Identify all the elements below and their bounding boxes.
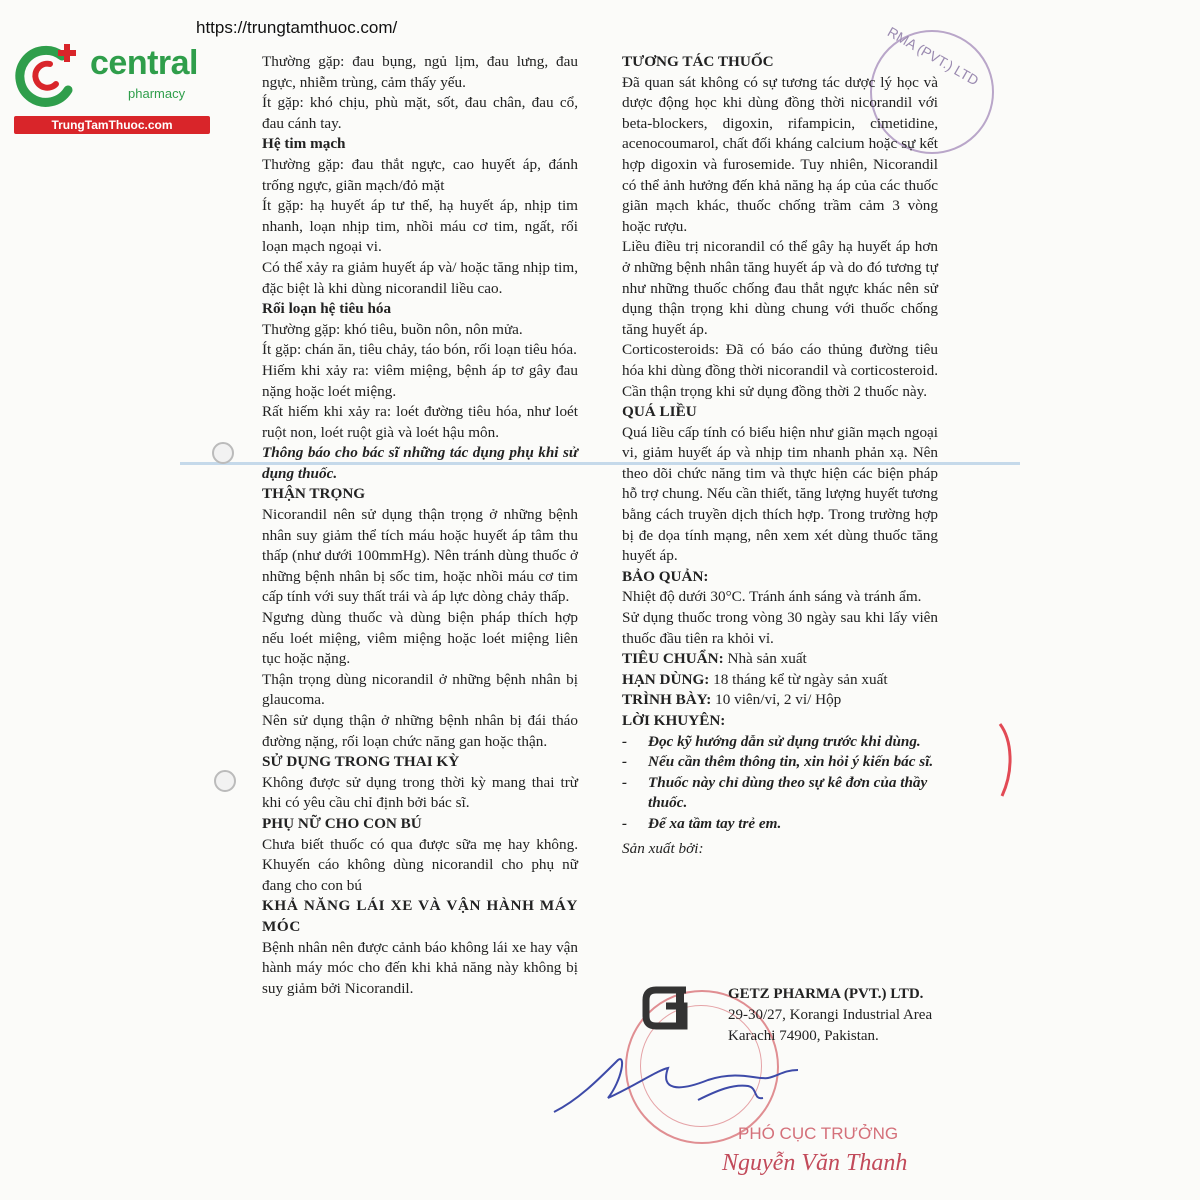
spec-value: Nhà sản xuất [727,650,807,668]
getz-logo-icon [640,982,696,1034]
spec-line [622,649,938,670]
paragraph: Không được sử dụng trong thời kỳ mang thai trừ khi có yêu cầu chỉ định bởi bác sĩ. [262,773,578,812]
signature [548,1040,828,1130]
paragraph: Hiếm khi xảy ra: viêm miệng, bệnh áp tơ gây đau nặng hoặc loét miệng. [262,361,578,400]
pharmacy-cross-logo-icon [10,38,90,114]
left-column [262,52,578,999]
advice-text: Thuốc này chỉ dùng theo sự kê đơn của thầy thuốc. [648,773,928,812]
logo-brand: central [90,44,198,82]
paragraph: Quá liều cấp tính có biểu hiện như giãn mạch ngoại vi, giảm huyết áp và nhịp tim nhanh phản xạ. Nên theo dõi chức năng tim và thực hiện các biện pháp hỗ trợ chung. Nếu cần thiết, tăng lượng huyết tương bằng cách truyền dịch thích hợp. Trong trường hợp bị đe dọa tính mạng, nên xem xét dùng thuốc tăng huyết áp. [622,423,938,565]
paragraph: Nicorandil nên sử dụng thận trọng ở những bệnh nhân suy giảm thể tích máu hoặc huyết áp tâm thu thấp (như dưới 100mmHg). Nên tránh dùng thuốc ở những bệnh nhân bị sốc tim, hoặc nhồi máu cơ tim cấp tính với suy thất trái và áp lực dòng chảy thấp. [262,506,578,606]
spec-line [622,670,938,691]
paragraph: Chưa biết thuốc có qua được sữa mẹ hay không. Khuyến cáo không dùng nicorandil cho phụ nữ đang cho con bú [262,835,578,894]
paragraph: Nhiệt độ dưới 30°C. Tránh ánh sáng và tránh ẩm. [622,588,922,606]
paragraph: Thường gặp: đau bụng, ngủ lịm, đau lưng, đau ngực, nhiễm trùng, cảm thấy yếu. [262,53,578,91]
manufacturer-label: Sản xuất bởi: [622,839,704,857]
paragraph: Ít gặp: chán ăn, tiêu chảy, táo bón, rối loạn tiêu hóa. [262,341,577,359]
company-stamp-top-text: RMA (PVT.) LTD [884,23,982,89]
manufacturer-address: 29-30/27, Korangi Industrial Area [728,1007,933,1023]
section-heading: SỬ DỤNG TRONG THAI KỲ [262,753,460,771]
paragraph: Thường gặp: đau thắt ngực, cao huyết áp, đánh trống ngực, giãn mạch/đỏ mặt [262,155,578,194]
spec-label: TIÊU CHUẨN: [622,650,724,668]
section-heading: BẢO QUẢN: [622,567,709,585]
advice-text: Nếu cần thêm thông tin, xin hỏi ý kiến bác sĩ. [648,753,934,771]
doctor-notice: Thông báo cho bác sĩ những tác dụng phụ khi sử dụng thuốc. [262,444,578,482]
logo-site-banner: TrungTamThuoc.com [14,116,210,134]
section-heading: Rối loạn hệ tiêu hóa [262,300,392,318]
advice-item [622,752,938,773]
section-heading: KHẢ NĂNG LÁI XE VÀ VẬN HÀNH MÁY MÓC [262,897,578,935]
paragraph: Ít gặp: hạ huyết áp tư thế, hạ huyết áp, nhịp tim nhanh, loạn nhịp tim, nhồi máu cơ tim, ngất, rối loạn mạch ngoại vi. [262,197,578,256]
paragraph: Ít gặp: khó chịu, phù mặt, sốt, đau chân, đau cổ, đau cánh tay. [262,94,578,132]
paragraph: Có thể xảy ra giảm huyết áp và/ hoặc tăng nhịp tim, đặc biệt là khi dùng nicorandil liều cao. [262,258,578,297]
paragraph: Rất hiếm khi xảy ra: loét đường tiêu hóa, như loét ruột non, loét ruột già và loét hậu môn. [262,403,578,441]
section-heading: LỜI KHUYÊN: [622,712,726,729]
bullet-marker: - [622,814,628,832]
signatory-title: PHÓ CỤC TRƯỞNG [738,1124,899,1143]
paragraph: Đã quan sát không có sự tương tác dược lý học và dược động học khi dùng đồng thời nicorandil với beta-blockers, digoxin, rifampicin, cimetidine, acenocoumarol, chất đối kháng calcium hoặc sự kết hợp digoxin và furosemide. Tuy nhiên, Nicorandil có thể ảnh hưởng đến khả năng hạ áp của các thuốc giãn mạch khác, thuốc chống trầm cảm 3 vòng hoặc rượu. [622,73,938,235]
section-heading: TƯƠNG TÁC THUỐC [622,53,774,70]
spec-label: TRÌNH BÀY: [622,691,712,709]
url-text[interactable]: https://trungtamthuoc.com/ [196,18,398,37]
paragraph: Thận trọng dùng nicorandil ở những bệnh nhân bị glaucoma. [262,670,578,709]
right-column [622,52,938,859]
paragraph: Ngưng dùng thuốc và dùng biện pháp thích hợp nếu loét miệng, viêm miệng hoặc loét miệng liên tục hoặc nặng. [262,609,578,668]
central-pharmacy-logo[interactable] [10,38,215,138]
advice-text: Đọc kỹ hướng dẫn sử dụng trước khi dùng. [648,732,921,750]
advice-item [622,773,938,814]
bullet-marker: - [622,732,628,750]
paragraph: Liều điều trị nicorandil có thể gây hạ huyết áp hơn ở những bệnh nhân tăng huyết áp và do đó tương tự như những thuốc chống đau thắt ngực khác nên sử dụng thận trọng khi dùng chung với thuốc chống tăng huyết áp. [622,238,938,338]
advice-item [622,732,938,753]
bullet-marker: - [622,753,628,771]
paragraph: Corticosteroids: Đã có báo cáo thủng đường tiêu hóa khi dùng đồng thời nicorandil và corticosteroid. Cần thận trọng khi sử dụng đồng thời 2 thuốc này. [622,341,938,400]
advice-item [622,814,938,835]
signatory-name: Nguyễn Văn Thanh [722,1150,908,1176]
spec-value: 10 viên/vỉ, 2 vỉ/ Hộp [715,691,842,709]
manufacturer-block [728,984,932,1047]
punch-hole-icon [214,770,236,792]
logo-sub: pharmacy [128,86,186,101]
section-heading: PHỤ NỮ CHO CON BÚ [262,814,422,832]
spec-label: HẠN DÙNG: [622,670,710,688]
section-heading: Hệ tim mạch [262,135,346,153]
paragraph: Sử dụng thuốc trong vòng 30 ngày sau khi lấy viên thuốc đầu tiên ra khỏi vỉ. [622,609,938,647]
spec-value: 18 tháng kể từ ngày sản xuất [713,670,888,688]
margin-red-mark [990,720,1020,800]
punch-hole-icon [212,442,234,464]
manufacturer-name: GETZ PHARMA (PVT.) LTD. [728,986,924,1002]
section-heading: THẬN TRỌNG [262,485,366,503]
paragraph: Bệnh nhân nên được cảnh báo không lái xe hay vận hành máy móc cho đến khi khả năng này không bị suy giảm bởi Nicorandil. [262,938,578,997]
paragraph: Nên sử dụng thận ở những bệnh nhân bị đái tháo đường nặng, rối loạn chức năng gan hoặc thận. [262,712,578,750]
manufacturer-address: Karachi 74900, Pakistan. [728,1028,879,1044]
bullet-marker: - [622,773,628,791]
section-heading: QUÁ LIỀU [622,403,697,421]
advice-text: Để xa tầm tay trẻ em. [648,814,782,832]
spec-line [622,690,938,711]
paragraph: Thường gặp: khó tiêu, buồn nôn, nôn mửa. [262,320,523,338]
